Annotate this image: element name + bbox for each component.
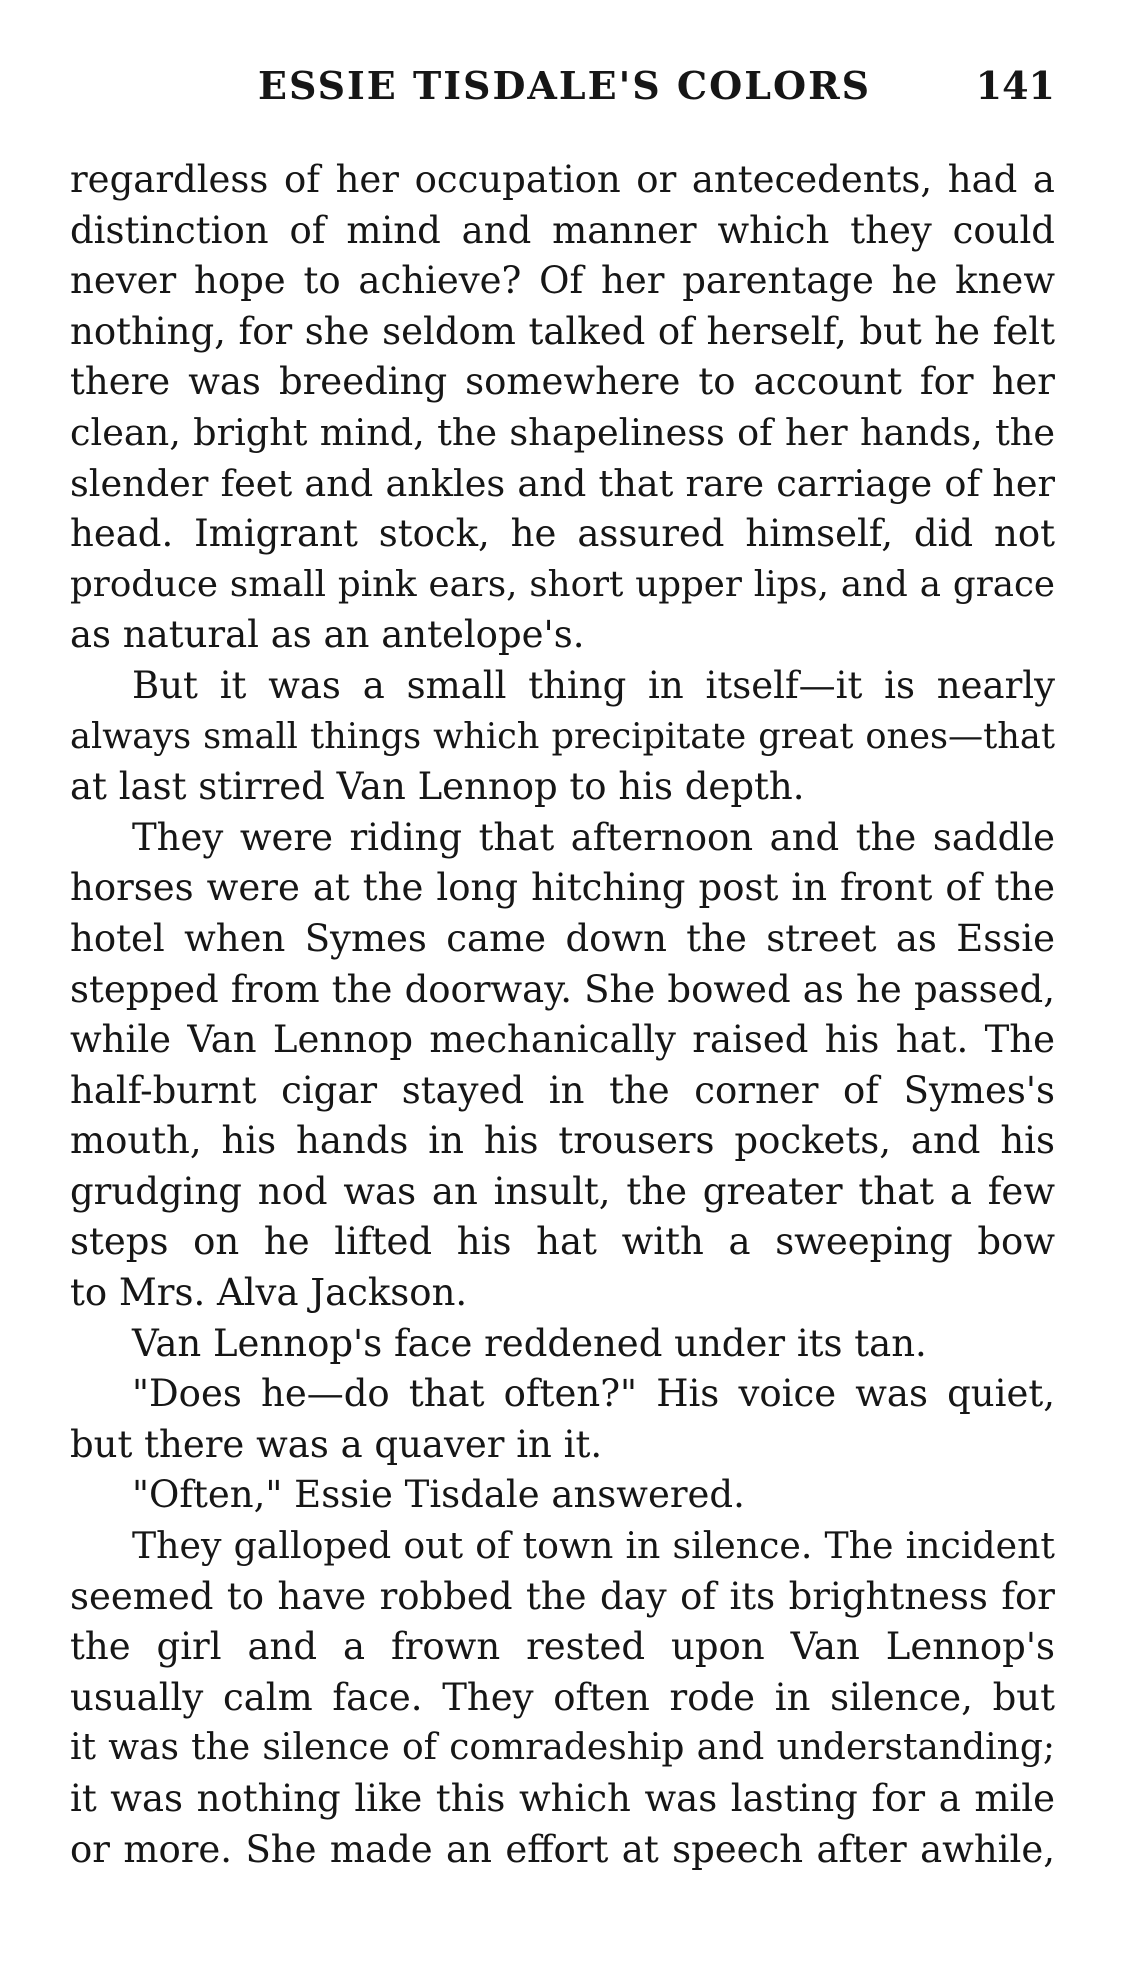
text-line: usually calm face. They often rode in silence, but [70,1675,1055,1719]
text-line: slender feet and ankles and that rare carriage of her [70,461,1055,505]
paragraph-first-line: "Does he—do that often?" His voice was quiet, [132,1372,1055,1416]
text-line: steps on he lifted his hat with a sweeping bow [70,1220,1055,1264]
body-text [70,155,1055,1875]
running-title: ESSIE TISDALE'S COLORS [258,63,872,108]
text-line: always small things which precipitate great ones—that [70,715,1055,757]
text-line: it was nothing like this which was lasting for a mile [70,1777,1055,1820]
text-line: head. Imigrant stock, he assured himself, did not [70,512,1055,556]
page-number: 141 [975,63,1055,108]
text-line: hotel when Symes came down the street as Essie [70,916,1055,960]
paragraph-first-line: Van Lennop's face reddened under its tan. [132,1321,927,1365]
text-line: mouth, his hands in his trousers pockets, and his [70,1119,1055,1163]
text-line: it was the silence of comradeship and understanding; [70,1727,1055,1769]
text-line: at last stirred Van Lennop to his depth. [70,765,805,809]
paragraph-first-line: They were riding that afternoon and the saddle [132,815,1055,859]
text-line: never hope to achieve? Of her parentage he knew [70,259,1055,303]
text-line: the girl and a frown rested upon Van Lennop's [70,1625,1055,1669]
running-head [70,56,1055,116]
text-line: clean, bright mind, the shapeliness of her hands, the [70,410,1055,454]
text-line: nothing, for she seldom talked of herself, but he felt [70,309,1055,353]
text-line: or more. She made an effort at speech after awhile, [70,1827,1055,1871]
text-line: horses were at the long hitching post in front of the [70,866,1055,910]
text-line: there was breeding somewhere to account for her [70,360,1055,404]
text-line: grudging nod was an insult, the greater that a few [70,1169,1055,1213]
text-line: seemed to have robbed the day of its brightness for [70,1574,1055,1618]
text-line: produce small pink ears, short upper lips, and a grace [70,563,1055,605]
text-line: but there was a quaver in it. [70,1422,603,1466]
text-line: stepped from the doorway. She bowed as he passed, [70,967,1055,1011]
text-line: regardless of her occupation or antecedents, had a [70,158,1055,201]
paragraph-first-line: But it was a small thing in itself—it is nearly [132,663,1055,707]
text-line: half-burnt cigar stayed in the corner of Symes's [70,1068,1055,1112]
text-line: as natural as an antelope's. [70,613,585,657]
paragraph-first-line: They galloped out of town in silence. The incident [132,1524,1055,1568]
paragraph-first-line: "Often," Essie Tisdale answered. [132,1473,745,1517]
text-line: distinction of mind and manner which they could [70,208,1055,252]
text-line: while Van Lennop mechanically raised his hat. The [70,1018,1055,1062]
text-line: to Mrs. Alva Jackson. [70,1271,468,1315]
